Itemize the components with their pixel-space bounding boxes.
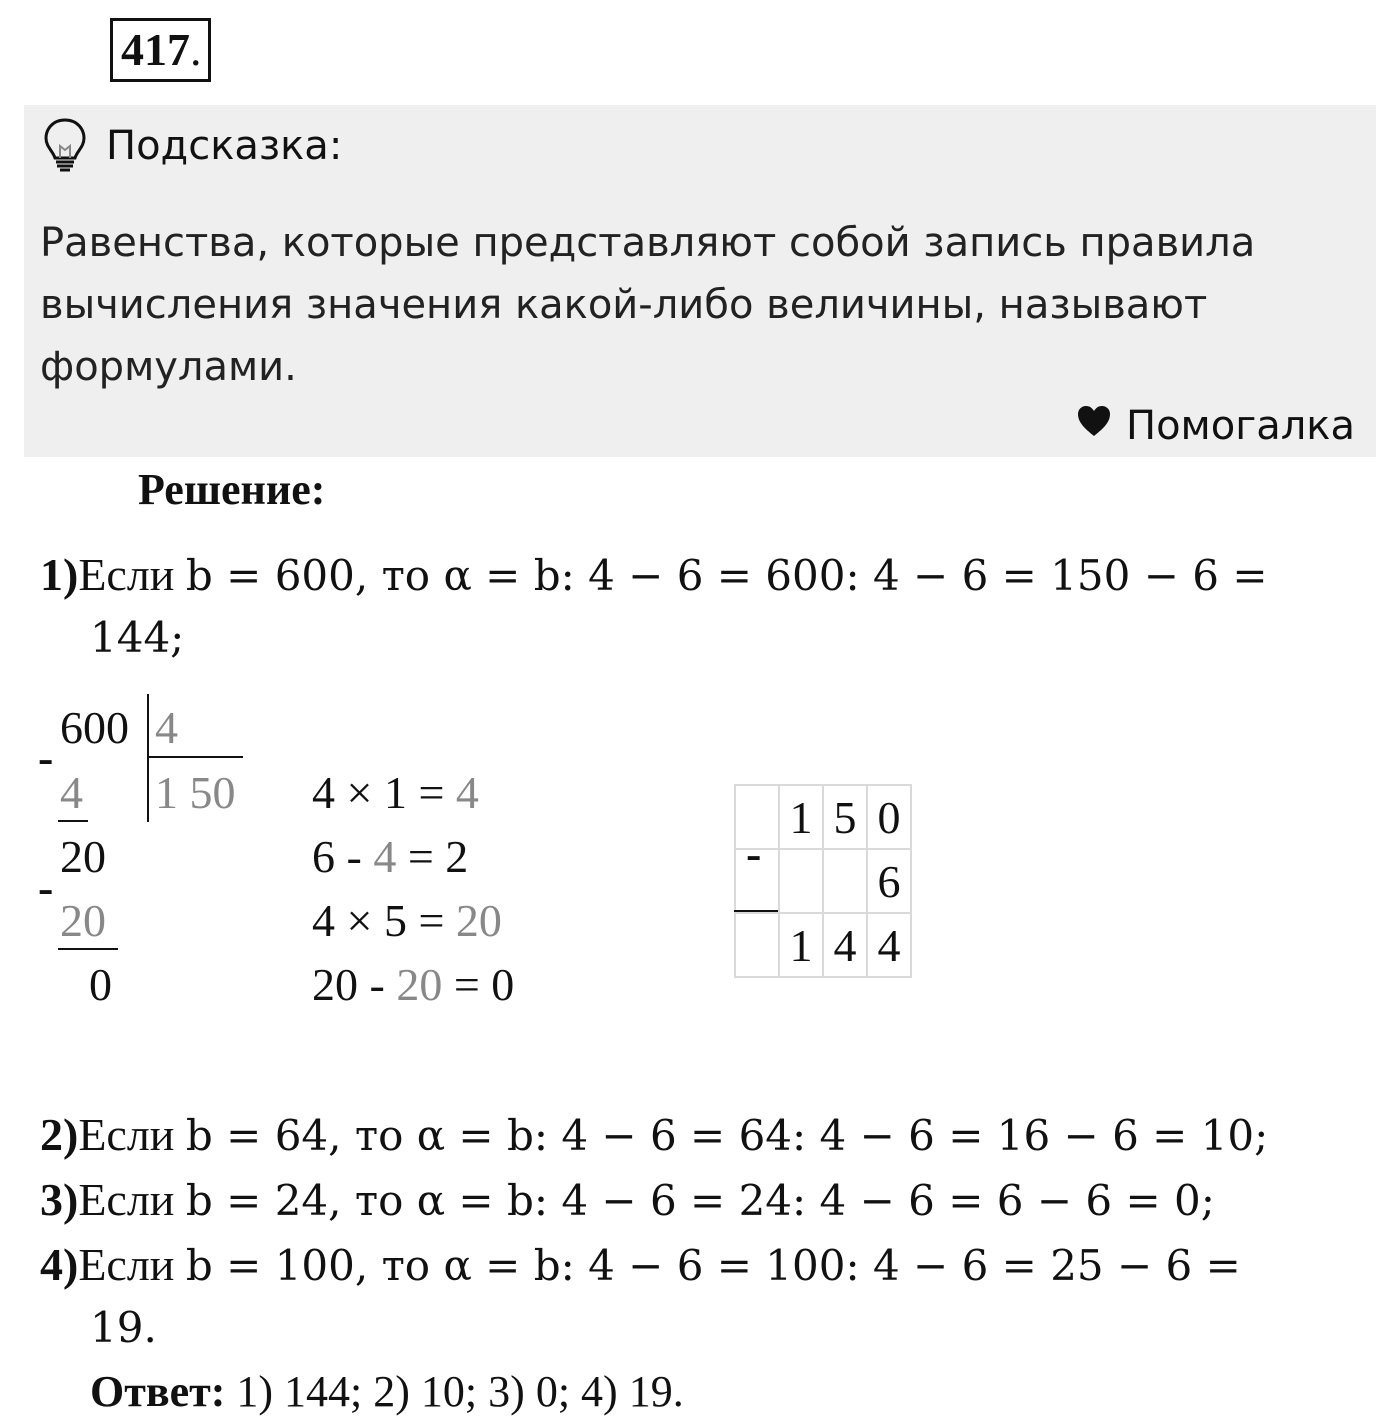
answer-label: Ответ: <box>90 1367 226 1416</box>
grid-cell: 4 <box>823 913 867 977</box>
division-step: 20 <box>60 831 106 882</box>
grid-row <box>735 785 911 849</box>
grid-cell <box>779 849 823 913</box>
task-number-dot: . <box>190 24 202 75</box>
grid-cell: 0 <box>867 785 911 849</box>
solution-item-2 <box>40 1103 1268 1168</box>
minus-sign: - <box>38 732 54 783</box>
solution-item-3 <box>40 1168 1215 1233</box>
item-number: 3) <box>40 1174 79 1225</box>
division-step: 20 <box>60 895 106 946</box>
item-expression: b = 100, то α = b: 4 − 6 = 100: 4 − 6 = 25 − 6 = <box>185 1241 1241 1290</box>
answer <box>90 1360 684 1424</box>
hint-title: Подсказка: <box>106 123 343 169</box>
dividend: 600 <box>60 702 129 753</box>
grid-cell <box>823 849 867 913</box>
hint-text: Равенства, которые представляют собой запись правила вычисления значения какой-либо величины, называют формулами. <box>40 220 1256 390</box>
grid-cell: 1 <box>779 913 823 977</box>
solution-title: Решение: <box>138 465 326 514</box>
step-underline <box>58 948 118 950</box>
division-step: 4 <box>60 767 83 818</box>
item-expression: b = 64, то α = b: 4 − 6 = 64: 4 − 6 = 16 − 6 = 10; <box>185 1111 1269 1160</box>
subtraction-line <box>734 910 778 912</box>
task-number-value: 417 <box>121 24 190 75</box>
note-part: 20 <box>396 959 443 1010</box>
grid-cell: 6 <box>867 849 911 913</box>
item-number: 1) <box>40 549 79 600</box>
minus-sign: - <box>38 862 54 913</box>
item-lead: Если <box>78 1174 175 1225</box>
minus-sign: - <box>746 828 762 879</box>
item-lead: Если <box>78 1239 175 1290</box>
grid-cell: 1 <box>779 785 823 849</box>
solution-item-4 <box>40 1233 1241 1298</box>
item-expression: b = 600, то α = b: 4 − 6 = 600: 4 − 6 = 150 − 6 = <box>185 551 1268 600</box>
note-part: 20 - <box>312 959 397 1010</box>
note-part: 6 - <box>312 831 374 882</box>
division-note <box>312 761 479 825</box>
item-continuation: 144; <box>90 613 185 662</box>
division-bar-vertical <box>147 694 149 822</box>
grid-row <box>735 913 911 977</box>
note-part: = 0 <box>442 959 515 1010</box>
item-expression: b = 24, то α = b: 4 − 6 = 24: 4 − 6 = 6 − 6 = 0; <box>185 1176 1215 1225</box>
step-underline <box>58 820 88 822</box>
item-lead: Если <box>78 1109 175 1160</box>
division-remainder: 0 <box>89 959 112 1010</box>
item-number: 4) <box>40 1239 79 1290</box>
item-number: 2) <box>40 1109 79 1160</box>
division-note <box>312 953 514 1017</box>
brand-name: Помогалка <box>1126 403 1355 449</box>
grid-cell <box>735 913 779 977</box>
division-note <box>312 889 502 953</box>
task-number <box>110 18 211 82</box>
answer-text: 1) 144; 2) 10; 3) 0; 4) 19. <box>236 1367 684 1416</box>
solution-item-1 <box>40 543 1268 608</box>
item-lead: Если <box>78 549 175 600</box>
note-part: 4 × 5 = <box>312 895 456 946</box>
heart-icon <box>1076 404 1112 438</box>
item-continuation: 19. <box>90 1303 157 1352</box>
division-note <box>312 825 468 889</box>
note-part: 4 <box>373 831 397 882</box>
quotient: 1 50 <box>155 767 236 818</box>
grid-cell: 5 <box>823 785 867 849</box>
grid-cell: 4 <box>867 913 911 977</box>
division-bar-horizontal <box>149 756 243 758</box>
note-part: = 2 <box>396 831 469 882</box>
note-part: 4 × 1 = <box>312 767 456 818</box>
grid-row <box>735 849 911 913</box>
note-part: 4 <box>455 767 479 818</box>
lightbulb-icon <box>40 116 90 176</box>
divisor: 4 <box>155 702 178 753</box>
note-part: 20 <box>455 895 502 946</box>
